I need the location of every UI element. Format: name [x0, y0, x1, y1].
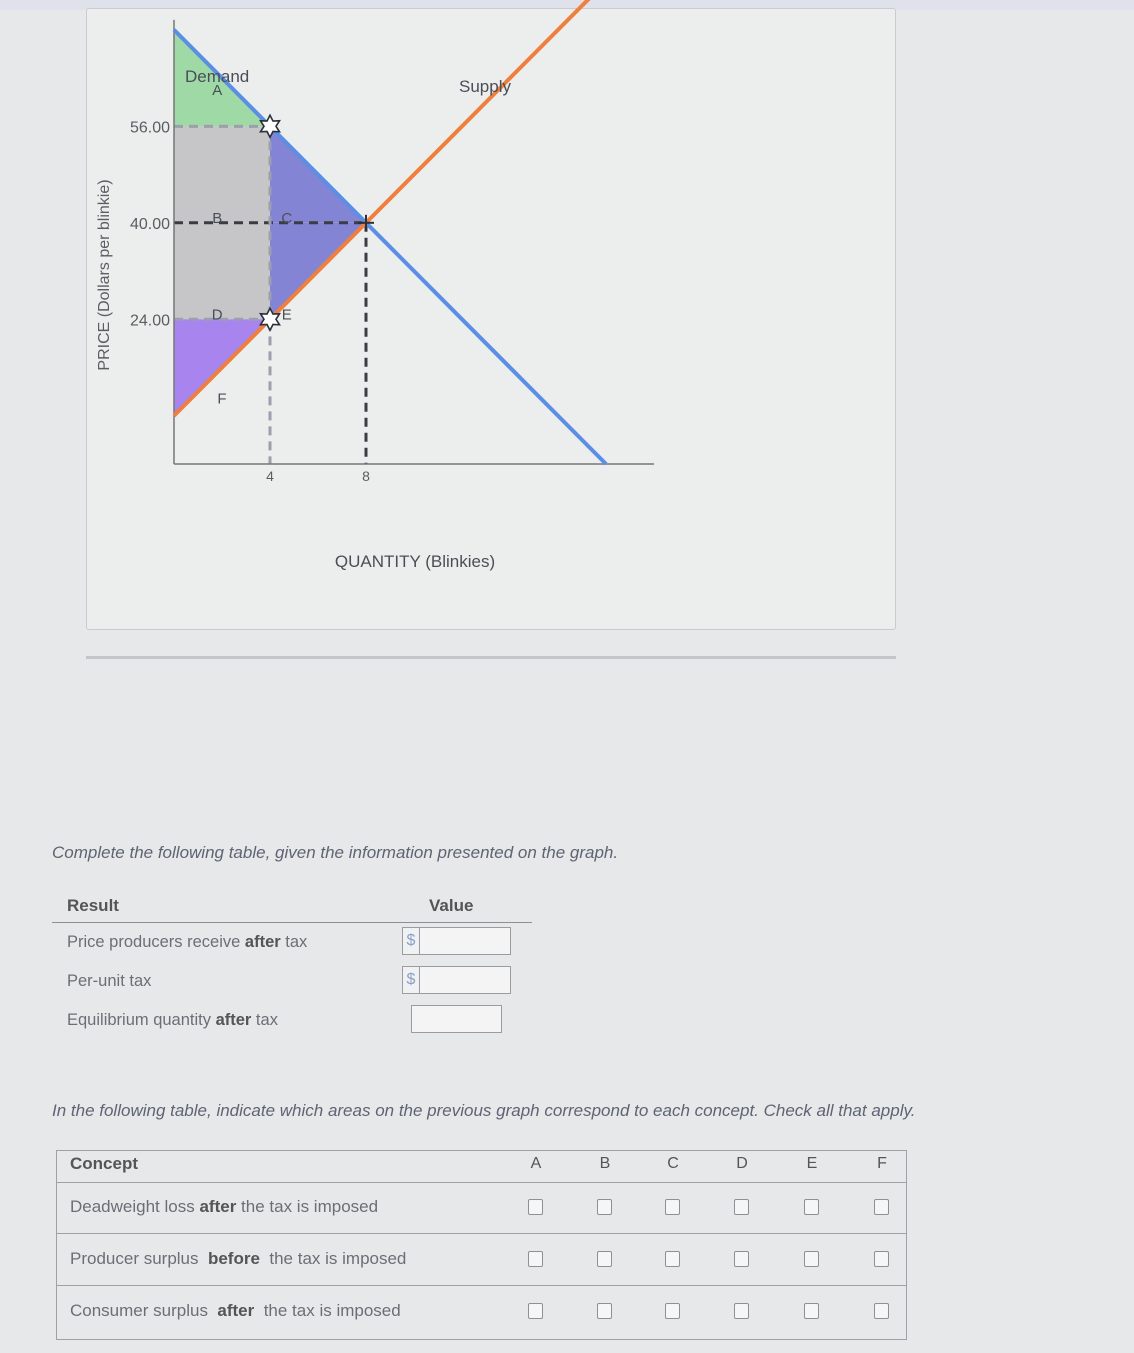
demand-label: Demand — [185, 67, 250, 86]
concept-label: Producer surplus before the tax is imposed — [70, 1249, 407, 1268]
checkbox-area-c[interactable] — [665, 1303, 680, 1319]
checkbox-area-b[interactable] — [597, 1199, 612, 1215]
checkbox-area-c[interactable] — [665, 1199, 680, 1215]
area-column-header: B — [599, 1155, 611, 1172]
concepts-table-header — [57, 1151, 906, 1183]
checkbox-area-c[interactable] — [665, 1251, 680, 1267]
area-label-b: B — [212, 209, 223, 227]
results-table — [52, 890, 532, 1040]
area-b — [174, 126, 270, 222]
per-unit-tax-input[interactable] — [419, 966, 511, 994]
x-axis-title: QUANTITY (Blinkies) — [334, 552, 496, 571]
checkbox-area-e[interactable] — [804, 1303, 819, 1319]
area-column-header: A — [530, 1155, 542, 1172]
area-d — [174, 223, 270, 319]
result-row — [52, 923, 532, 962]
checkbox-area-e[interactable] — [804, 1251, 819, 1267]
checkbox-area-a[interactable] — [528, 1199, 543, 1215]
table2-instructions: In the following table, indicate which areas on the previous graph correspond to each concept. Check all that apply. — [52, 1101, 916, 1120]
tax-graph — [0, 0, 1134, 660]
area-label-c: C — [281, 209, 293, 227]
area-label-f: F — [217, 390, 227, 408]
currency-prefix: $ — [402, 966, 419, 994]
area-label-d: D — [211, 306, 223, 324]
equilibrium-quantity-input[interactable] — [411, 1005, 502, 1033]
checkbox-area-f[interactable] — [874, 1303, 889, 1319]
concepts-table — [56, 1150, 907, 1340]
area-column-header: D — [736, 1155, 748, 1172]
result-label: Per-unit tax — [67, 972, 152, 990]
result-row — [52, 1001, 532, 1040]
checkbox-area-a[interactable] — [528, 1303, 543, 1319]
concept-label: Consumer surplus after the tax is imposed — [70, 1301, 401, 1320]
checkbox-area-d[interactable] — [734, 1199, 749, 1215]
area-column-header: E — [806, 1155, 818, 1172]
producer-price-input[interactable] — [419, 927, 511, 955]
result-label: Price producers receive after tax — [67, 933, 308, 951]
x-tick-label: 4 — [266, 468, 274, 484]
x-tick-label: 8 — [362, 468, 370, 484]
checkbox-area-f[interactable] — [874, 1199, 889, 1215]
checkbox-area-a[interactable] — [528, 1251, 543, 1267]
concept-row — [57, 1234, 906, 1286]
checkbox-area-d[interactable] — [734, 1251, 749, 1267]
checkbox-area-e[interactable] — [804, 1199, 819, 1215]
concept-label: Deadweight loss after the tax is imposed — [70, 1197, 379, 1216]
y-tick-label: 40.00 — [129, 215, 170, 233]
area-column-header: F — [877, 1155, 887, 1172]
checkbox-area-b[interactable] — [597, 1303, 612, 1319]
checkbox-area-d[interactable] — [734, 1303, 749, 1319]
results-table-header — [52, 890, 532, 923]
section-divider — [86, 656, 896, 659]
result-row — [52, 962, 532, 1001]
y-tick-label: 56.00 — [129, 119, 170, 137]
checkbox-area-b[interactable] — [597, 1251, 612, 1267]
area-column-header: C — [667, 1155, 679, 1172]
area-label-e: E — [281, 306, 292, 324]
concept-row — [57, 1286, 906, 1337]
y-tick-label: 24.00 — [129, 312, 170, 330]
y-axis-title: PRICE (Dollars per blinkie) — [96, 179, 113, 371]
table1-instructions: Complete the following table, given the information presented on the graph. — [52, 843, 619, 862]
checkbox-area-f[interactable] — [874, 1251, 889, 1267]
supply-label: Supply — [459, 77, 511, 96]
concept-row — [57, 1182, 906, 1234]
result-label: Equilibrium quantity after tax — [67, 1011, 278, 1029]
area-label-a: A — [212, 81, 223, 99]
concept-column-header: Concept — [70, 1154, 138, 1173]
result-column-header: Result — [67, 896, 119, 915]
value-column-header: Value — [429, 896, 474, 915]
currency-prefix: $ — [402, 927, 419, 955]
